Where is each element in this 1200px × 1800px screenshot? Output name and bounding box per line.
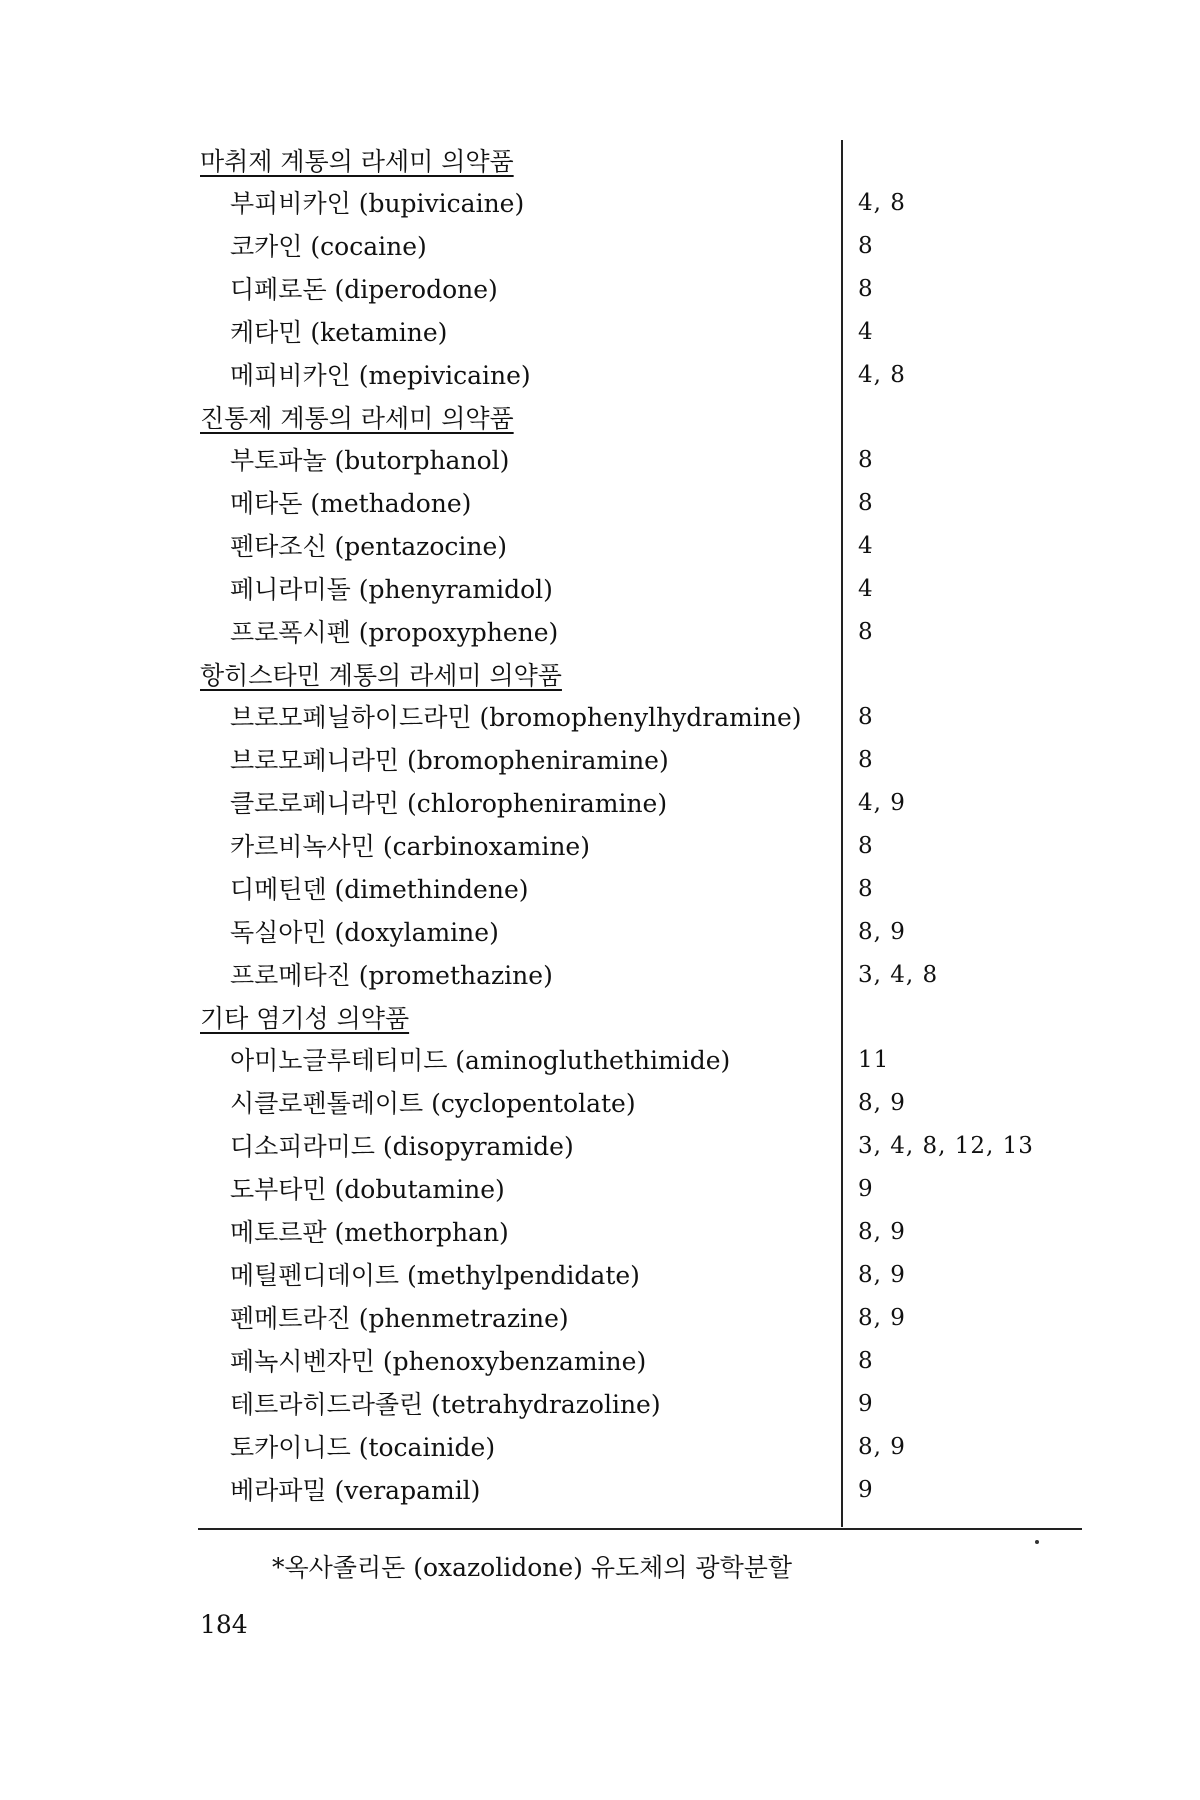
drug-name: 메피비카인 (mepivicaine) xyxy=(230,361,531,390)
drug-name: 케타민 (ketamine) xyxy=(230,318,448,347)
drug-row xyxy=(198,439,1080,482)
drug-row xyxy=(198,525,1080,568)
drug-row xyxy=(198,1082,1080,1125)
drug-name: 페녹시벤자민 (phenoxybenzamine) xyxy=(230,1347,647,1376)
drug-references: 4, 8 xyxy=(858,190,906,216)
drug-references: 4, 9 xyxy=(858,790,906,816)
drug-references: 9 xyxy=(858,1391,874,1417)
drug-references: 8 xyxy=(858,833,874,859)
drug-references: 11 xyxy=(858,1047,890,1073)
category-heading-row xyxy=(198,397,1080,439)
drug-row xyxy=(198,696,1080,739)
drug-references: 8, 9 xyxy=(858,1305,906,1331)
drug-name: 테트라히드라졸린 (tetrahydrazoline) xyxy=(230,1390,661,1419)
drug-row xyxy=(198,268,1080,311)
drug-references: 3, 4, 8, 12, 13 xyxy=(858,1133,1034,1159)
drug-row xyxy=(198,182,1080,225)
drug-name: 코카인 (cocaine) xyxy=(230,232,427,261)
category-heading: 항히스타민 계통의 라세미 의약품 xyxy=(200,661,562,690)
category-heading: 마취제 계통의 라세미 의약품 xyxy=(200,147,514,176)
drug-references: 8 xyxy=(858,490,874,516)
drug-name: 독실아민 (doxylamine) xyxy=(230,918,499,947)
drug-name: 시클로펜톨레이트 (cyclopentolate) xyxy=(230,1089,636,1118)
drug-row xyxy=(198,1340,1080,1383)
category-heading-row xyxy=(198,997,1080,1039)
drug-row xyxy=(198,1426,1080,1469)
drug-name: 부토파놀 (butorphanol) xyxy=(230,446,510,475)
drug-name: 메틸펜디데이트 (methylpendidate) xyxy=(230,1261,640,1290)
drug-references: 8, 9 xyxy=(858,1090,906,1116)
drug-references: 8, 9 xyxy=(858,919,906,945)
category-heading: 진통제 계통의 라세미 의약품 xyxy=(200,404,514,433)
drug-references: 8, 9 xyxy=(858,1262,906,1288)
category-heading: 기타 염기성 의약품 xyxy=(200,1004,410,1033)
drug-name: 메타돈 (methadone) xyxy=(230,489,472,518)
drug-table xyxy=(198,140,1080,1512)
drug-name: 페니라미돌 (phenyramidol) xyxy=(230,575,553,604)
drug-row xyxy=(198,782,1080,825)
page-number: 184 xyxy=(200,1610,248,1639)
drug-row xyxy=(198,1211,1080,1254)
drug-row xyxy=(198,1039,1080,1082)
drug-name: 클로로페니라민 (chloropheniramine) xyxy=(230,789,668,818)
drug-name: 메토르판 (methorphan) xyxy=(230,1218,509,1247)
drug-row xyxy=(198,739,1080,782)
drug-name: 부피비카인 (bupivicaine) xyxy=(230,189,525,218)
drug-references: 4 xyxy=(858,533,874,559)
drug-name: 프로메타진 (promethazine) xyxy=(230,961,553,990)
drug-row xyxy=(198,311,1080,354)
drug-name: 베라파밀 (verapamil) xyxy=(230,1476,481,1505)
drug-row xyxy=(198,825,1080,868)
drug-name: 디페로돈 (diperodone) xyxy=(230,275,498,304)
drug-references: 8, 9 xyxy=(858,1434,906,1460)
drug-row xyxy=(198,1383,1080,1426)
drug-references: 8 xyxy=(858,233,874,259)
speck-dot xyxy=(1035,1540,1039,1544)
drug-name: 펜메트라진 (phenmetrazine) xyxy=(230,1304,569,1333)
drug-references: 3, 4, 8 xyxy=(858,962,939,988)
drug-row xyxy=(198,1254,1080,1297)
drug-references: 9 xyxy=(858,1176,874,1202)
drug-name: 디메틴덴 (dimethindene) xyxy=(230,875,529,904)
drug-references: 8 xyxy=(858,447,874,473)
drug-name: 아미노글루테티미드 (aminogluthethimide) xyxy=(230,1046,731,1075)
drug-name: 브로모페니라민 (bromopheniramine) xyxy=(230,746,669,775)
drug-references: 4, 8 xyxy=(858,362,906,388)
drug-references: 8, 9 xyxy=(858,1219,906,1245)
drug-row xyxy=(198,1125,1080,1168)
drug-name: 토카이니드 (tocainide) xyxy=(230,1433,496,1462)
drug-row xyxy=(198,911,1080,954)
drug-references: 4 xyxy=(858,319,874,345)
drug-references: 8 xyxy=(858,276,874,302)
category-heading-cell xyxy=(200,140,840,186)
drug-references: 8 xyxy=(858,619,874,645)
category-heading-row xyxy=(198,654,1080,696)
category-heading-cell xyxy=(200,654,840,700)
category-heading-cell xyxy=(200,397,840,443)
drug-name: 프로폭시펜 (propoxyphene) xyxy=(230,618,559,647)
footnote: *옥사졸리돈 (oxazolidone) 유도체의 광학분할 xyxy=(272,1553,793,1582)
drug-row xyxy=(198,225,1080,268)
drug-name: 펜타조신 (pentazocine) xyxy=(230,532,508,561)
drug-row xyxy=(198,482,1080,525)
drug-row xyxy=(198,1469,1080,1512)
drug-name: 도부타민 (dobutamine) xyxy=(230,1175,505,1204)
drug-row xyxy=(198,354,1080,397)
drug-references: 8 xyxy=(858,1348,874,1374)
drug-row xyxy=(198,954,1080,997)
drug-row xyxy=(198,868,1080,911)
table-bottom-rule xyxy=(198,1528,1082,1530)
category-heading-row xyxy=(198,140,1080,182)
drug-references: 8 xyxy=(858,704,874,730)
drug-name: 카르비녹사민 (carbinoxamine) xyxy=(230,832,590,861)
drug-references: 4 xyxy=(858,576,874,602)
drug-row xyxy=(198,1297,1080,1340)
drug-name: 브로모페닐하이드라민 (bromophenylhydramine) xyxy=(230,703,802,732)
drug-references: 8 xyxy=(858,876,874,902)
drug-row xyxy=(198,1168,1080,1211)
drug-references: 9 xyxy=(858,1477,874,1503)
table-rows xyxy=(198,140,1080,1512)
drug-row xyxy=(198,568,1080,611)
drug-row xyxy=(198,611,1080,654)
drug-name: 디소피라미드 (disopyramide) xyxy=(230,1132,574,1161)
category-heading-cell xyxy=(200,997,840,1043)
drug-references: 8 xyxy=(858,747,874,773)
